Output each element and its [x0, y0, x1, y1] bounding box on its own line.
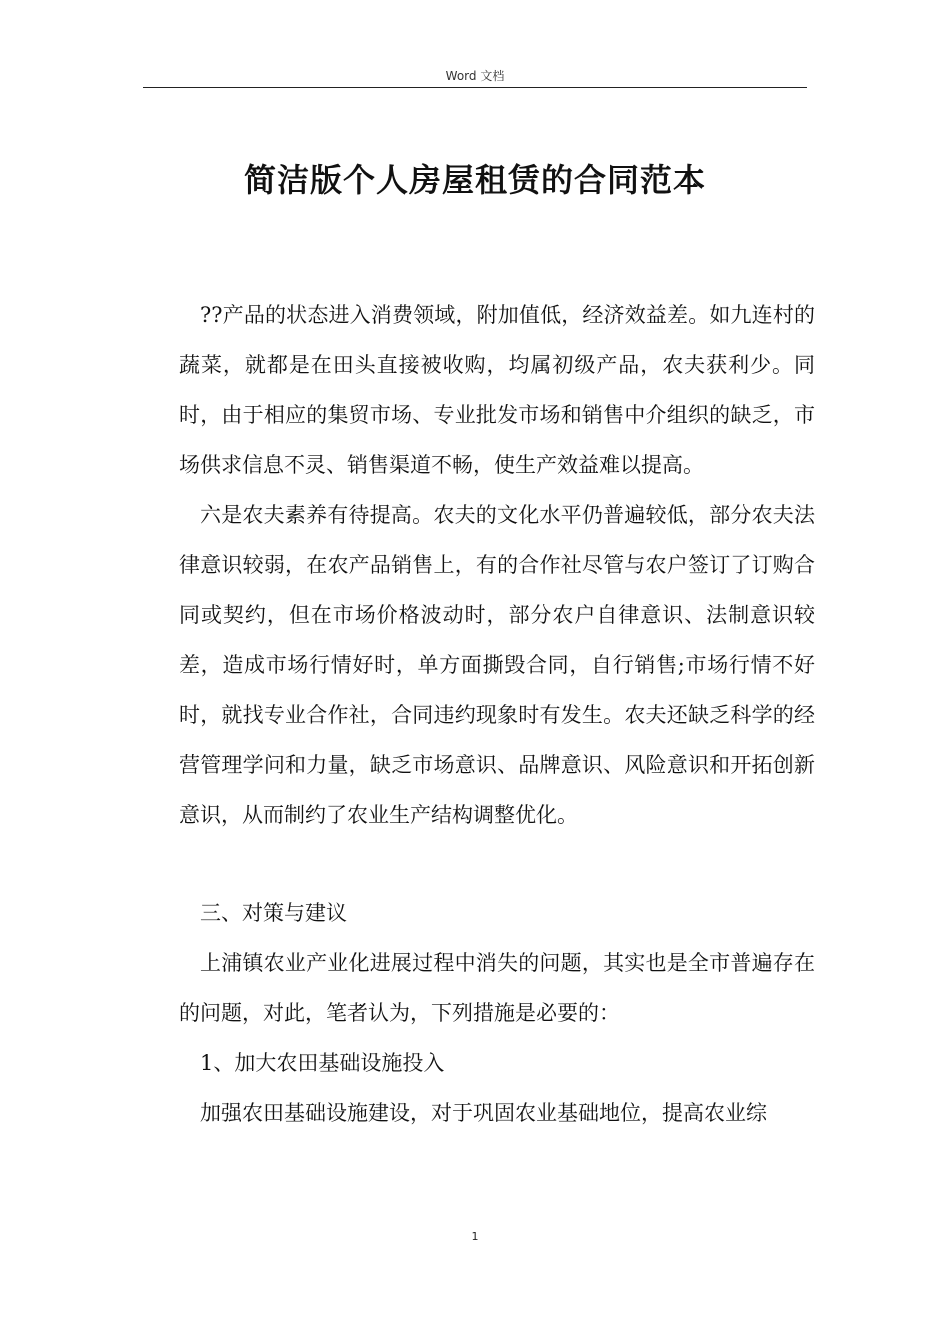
header-divider: [143, 87, 807, 88]
body-paragraph: 加强农田基础设施建设，对于巩固农业基础地位，提高农业综: [200, 1101, 767, 1125]
document-title: 简洁版个人房屋租赁的合同范本: [243, 161, 706, 199]
section-heading: 三、对策与建议: [200, 901, 347, 925]
body-paragraph: ??产品的状态进入消费领域，附加值低，经济效益差。如九连村的蔬菜，就都是在田头直接被收购，均属初级产品，农夫获利少。同时，由于相应的集贸市场、专业批发市场和销售中介组织的缺乏，市场供求信息不灵、销售渠道不畅，使生产效益难以提高。: [179, 303, 815, 477]
page-header-label: Word 文档: [445, 69, 505, 83]
body-paragraph: 上浦镇农业产业化进展过程中消失的问题，其实也是全市普遍存在的问题，对此，笔者认为，下列措施是必要的：: [179, 951, 815, 1025]
document-body: [179, 290, 815, 1138]
page-number: 1: [471, 1230, 479, 1243]
subsection-heading: 1、加大农田基础设施投入: [200, 1051, 445, 1075]
body-paragraph: 六是农夫素养有待提高。农夫的文化水平仍普遍较低，部分农夫法律意识较弱，在农产品销售上，有的合作社尽管与农户签订了订购合同或契约，但在市场价格波动时，部分农户自律意识、法制意识较差，造成市场行情好时，单方面撕毁合同，自行销售;市场行情不好时，就找专业合作社，合同违约现象时有发生。农夫还缺乏科学的经营管理学问和力量，缺乏市场意识、品牌意识、风险意识和开拓创新意识，从而制约了农业生产结构调整优化。: [179, 503, 815, 827]
